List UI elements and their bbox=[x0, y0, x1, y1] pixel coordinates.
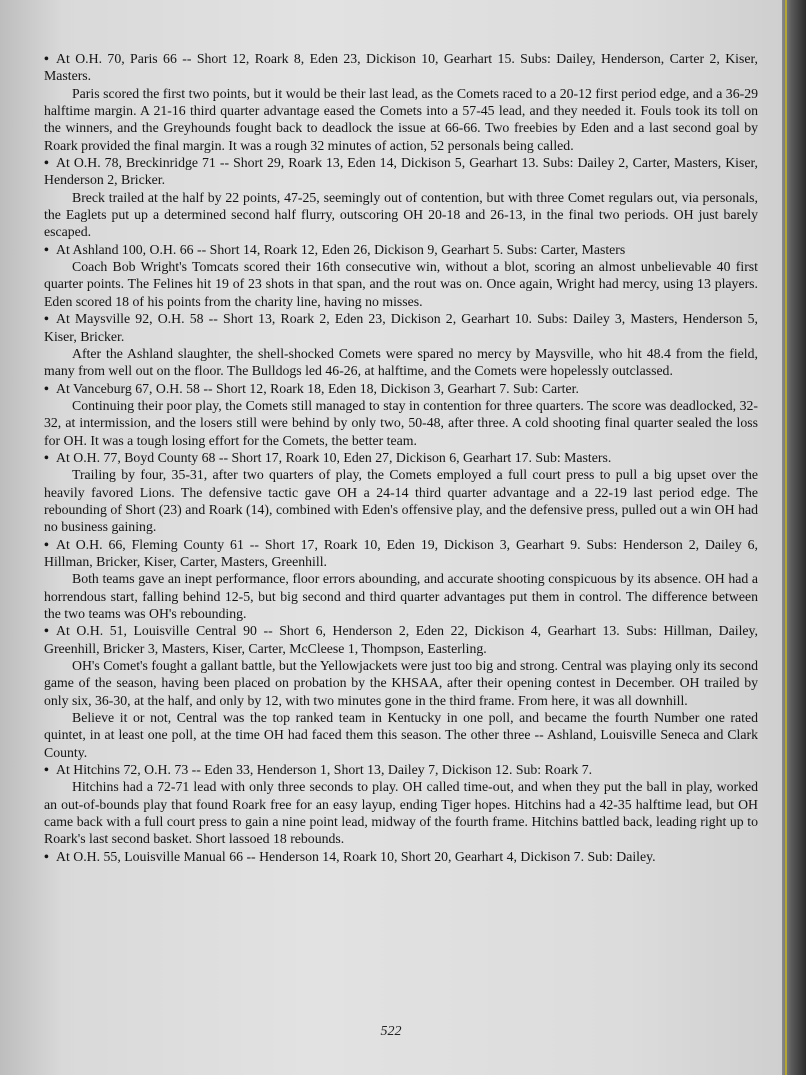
bullet-icon: • bbox=[44, 623, 49, 639]
game-summary: OH's Comet's fought a gallant battle, but the Yellowjackets were just too big and strong. Central was playing only its second game of the season, having been placed on probation by the KHSAA, after their opening contest in December. OH trailed by only six, 36-30, at the half, and only by 12, with two minutes gone in the third frame. From here, it was all downhill. bbox=[44, 658, 758, 708]
bullet-icon: • bbox=[44, 51, 49, 66]
spine-stripe bbox=[785, 0, 787, 1075]
game-summary: Paris scored the first two points, but it would be their last lead, as the Comets raced to a 20-12 first period edge, and a 36-29 halftime margin. A 21-16 third quarter advantage eased the Comets into a 57-45 lead, and they needed it. Fouls took its toll on the winners, and the Greyhounds fought back to deadlock the issue at 66-66. Two freebies by Eden and a last second goal by Roark provided the final margin. It was a rough 32 minutes of action, 52 personals being called. bbox=[44, 85, 758, 153]
game-result bbox=[44, 380, 758, 397]
game-result bbox=[44, 536, 758, 571]
game-summary: Hitchins had a 72-71 lead with only three seconds to play. OH called time-out, and when they put the ball in play, worked an out-of-bounds play that found Roark free for an easy layup, ending Tiger hopes. Hitchins had a 42-35 halftime lead, but OH came back with a full court press to gain a nine point lead, midway of the fourth frame. Hitchins battled back, leading right up to Roark's last second basket. Short lassoed 18 rebounds. bbox=[44, 779, 758, 847]
bullet-icon: • bbox=[44, 241, 49, 257]
bullet-icon: • bbox=[44, 449, 49, 465]
game-result bbox=[44, 154, 758, 189]
bullet-icon: • bbox=[44, 155, 49, 171]
game-result-text: At O.H. 70, Paris 66 -- Short 12, Roark 8, Eden 23, Dickison 10, Gearhart 15. Subs: Dailey, Henderson, Carter 2, Kiser, Masters. bbox=[44, 51, 758, 84]
page-number: 522 bbox=[380, 1024, 402, 1039]
game-result bbox=[44, 310, 758, 345]
game-result-text: At O.H. 66, Fleming County 61 -- Short 17, Roark 10, Eden 19, Dickison 3, Gearhart 9. Subs: Henderson 2, Dailey 6, Hillman, Bricker, Kiser, Carter, Masters, Greenhill. bbox=[44, 536, 758, 569]
game-summary: Coach Bob Wright's Tomcats scored their 16th consecutive win, without a blot, scoring an almost unbelievable 40 first quarter points. The Felines hit 19 of 23 shots in that span, and the rout was on. Once again, Wright had mercy, using 13 players. Eden scored 18 of his points from the charity line, having no misses. bbox=[44, 259, 758, 309]
game-result bbox=[44, 241, 758, 258]
game-result bbox=[44, 848, 758, 865]
game-summary: Trailing by four, 35-31, after two quarters of play, the Comets employed a full court press to pull a big upset over the heavily favored Lions. The defensive tactic gave OH a 24-14 third quarter advantage and a 22-19 last period edge. The rebounding of Short (23) and Roark (14), combined with Eden's offensive play, and the defensive press, pulled out a win OH had no business gaining. bbox=[44, 467, 758, 535]
game-result-text: At O.H. 51, Louisville Central 90 -- Short 6, Henderson 2, Eden 22, Dickison 4, Gearhart 13. Subs: Hillman, Dailey, Greenhill, Bricker 3, Masters, Kiser, Carter, McCleese 1, Thompson, Easterling. bbox=[44, 623, 758, 656]
game-summary: After the Ashland slaughter, the shell-shocked Comets were spared no mercy by Maysville, who hit 48.4 from the field, many from well out on the floor. The Bulldogs led 46-26, at halftime, and the Comets were hopelessly outclassed. bbox=[44, 345, 758, 379]
page-text bbox=[44, 50, 758, 865]
game-result bbox=[44, 449, 758, 466]
game-summary: Continuing their poor play, the Comets still managed to stay in contention for three quarters. The score was deadlocked, 32-32, at intermission, and the losers still were behind by only two, 50-48, after three. A cold shooting final quarter sealed the loss for OH. It was a tough losing effort for the Comets, the better team. bbox=[44, 397, 758, 448]
game-summary: Breck trailed at the half by 22 points, 47-25, seemingly out of contention, but with three Comet regulars out, via personals, the Eaglets put up a determined second half flurry, outscoring OH 20-18 and 26-13, in the final two periods. OH just barely escaped. bbox=[44, 189, 758, 240]
game-result bbox=[44, 761, 758, 778]
game-result-text: At Ashland 100, O.H. 66 -- Short 14, Roark 12, Eden 26, Dickison 9, Gearhart 5. Subs: Carter, Masters bbox=[56, 241, 626, 257]
game-result-text: At O.H. 78, Breckinridge 71 -- Short 29, Roark 13, Eden 14, Dickison 5, Gearhart 13. Subs: Dailey 2, Carter, Masters, Kiser, Henderson 2, Bricker. bbox=[44, 155, 758, 188]
game-result bbox=[44, 50, 758, 85]
game-result bbox=[44, 622, 758, 657]
bullet-icon: • bbox=[44, 380, 49, 396]
bullet-icon: • bbox=[44, 311, 49, 327]
game-result-text: At Hitchins 72, O.H. 73 -- Eden 33, Henderson 1, Short 13, Dailey 7, Dickison 12. Sub: Roark 7. bbox=[56, 762, 593, 778]
game-summary: Believe it or not, Central was the top ranked team in Kentucky in one poll, and became the fourth Number one rated quintet, in at least one poll, at the time OH had faced them this season. The other three -- Ashland, Louisville Seneca and Clark County. bbox=[44, 710, 758, 760]
game-summary: Both teams gave an inept performance, floor errors abounding, and accurate shooting conspicuous by its absence. OH had a horrendous start, falling behind 12-5, but big second and third quarter advantages put them in control. The difference between the two teams was OH's rebounding. bbox=[44, 571, 758, 621]
game-result-text: At O.H. 55, Louisville Manual 66 -- Henderson 14, Roark 10, Short 20, Gearhart 4, Dickison 7. Sub: Dailey. bbox=[56, 848, 656, 864]
game-result-text: At Maysville 92, O.H. 58 -- Short 13, Roark 2, Eden 23, Dickison 2, Gearhart 10. Subs: Dailey 3, Masters, Henderson 5, Kiser, Bricker. bbox=[44, 311, 758, 344]
game-result-text: At Vanceburg 67, O.H. 58 -- Short 12, Roark 18, Eden 18, Dickison 3, Gearhart 7. Sub: Carter. bbox=[56, 380, 579, 396]
game-result-text: At O.H. 77, Boyd County 68 -- Short 17, Roark 10, Eden 27, Dickison 6, Gearhart 17. Sub: Masters. bbox=[56, 449, 612, 465]
bullet-icon: • bbox=[44, 536, 49, 552]
bullet-icon: • bbox=[44, 848, 49, 864]
bullet-icon: • bbox=[44, 762, 49, 778]
